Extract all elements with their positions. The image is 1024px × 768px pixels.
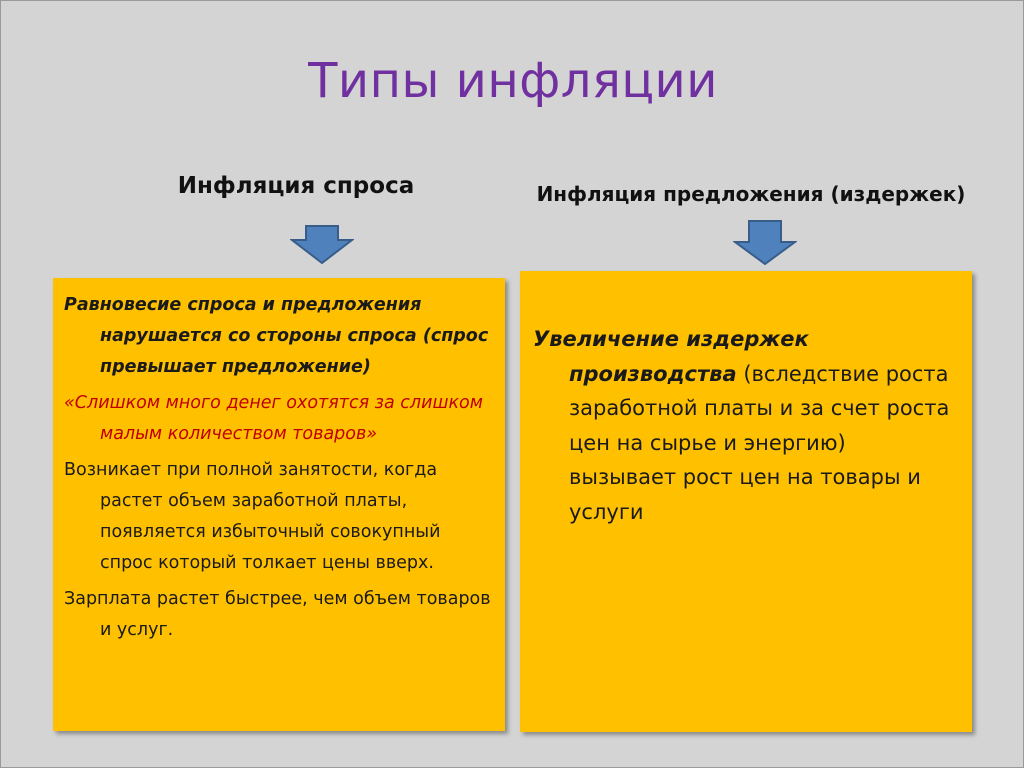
supply-definition — [533, 322, 958, 529]
supply-inflation-heading: Инфляция предложения (издержек) — [536, 182, 966, 206]
demand-inflation-heading: Инфляция спроса — [177, 173, 415, 199]
demand-conditions: Возникает при полной занятости, когда растет объем заработной платы, появляется избыточный совокупный спрос который толкает цены вверх. — [64, 460, 441, 573]
slide-title: Типы инфляции — [308, 53, 718, 109]
supply-inflation-box — [520, 271, 972, 732]
demand-quote: «Слишком много денег охотятся за слишком малым количеством товаров» — [64, 393, 483, 444]
demand-inflation-box — [53, 278, 505, 731]
supply-definition-bold: Увеличение издержек производства — [533, 327, 809, 386]
down-arrow-icon — [733, 220, 797, 266]
supply-definition-rest: (вследствие роста заработной платы и за счет роста цен на сырье и энергию) вызывает рост цен на товары и услуги — [569, 361, 950, 524]
down-arrow-icon — [290, 225, 354, 265]
demand-wages: Зарплата растет быстрее, чем объем товаров и услуг. — [64, 589, 491, 640]
demand-definition: Равновесие спроса и предложения нарушается со стороны спроса (спрос превышает предложение) — [64, 295, 489, 377]
